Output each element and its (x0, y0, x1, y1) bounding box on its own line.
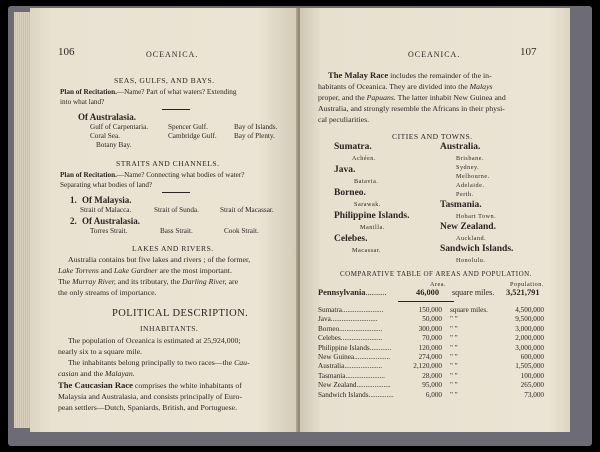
region-name: Australia. (440, 142, 481, 152)
paragraph-line: The Caucasian Race comprises the white inhabitants of (58, 380, 242, 390)
running-head: OCEANICA. (408, 50, 461, 59)
table-row-area: 120,000 (418, 343, 442, 352)
table-row-area: 28,000 (422, 371, 442, 380)
table-row-population: 4,500,000 (515, 306, 544, 314)
list-item: Botany Bay. (96, 141, 132, 149)
divider (162, 109, 190, 110)
leader-dots: ..................... (344, 362, 383, 371)
leader-dots: ................... (356, 381, 391, 390)
table-row-name: Java (318, 315, 331, 324)
list-item: Spencer Gulf. (168, 123, 208, 131)
table-row-area: 46,000 (416, 288, 440, 297)
table-row-name: Philippine Islands (318, 343, 370, 352)
list-item: Cambridge Gulf. (168, 132, 217, 140)
paragraph-line: The Murray River, and its tributary, the Darling River, are (58, 277, 239, 286)
city-name: Sydney. (456, 164, 480, 171)
column-header: Population. (510, 281, 544, 288)
city-name: Hobart Town. (456, 213, 497, 220)
paragraph-line: the only streams of importance. (58, 288, 157, 297)
list-item: Strait of Malacca. (80, 206, 132, 214)
table-row-population: 2,000,000 (515, 334, 544, 343)
page-number: 106 (58, 46, 75, 58)
leader-dots: ........................ (339, 324, 383, 333)
region-name: Tasmania. (440, 200, 482, 210)
table-row (318, 391, 394, 399)
region-title: Of Australasia. (78, 112, 137, 122)
table-row (318, 344, 391, 352)
city-name: Manilla. (360, 224, 385, 231)
leader-dots: .............. (368, 390, 394, 399)
page-number: 107 (520, 46, 537, 58)
table-row (318, 315, 378, 323)
table-row (318, 372, 385, 380)
list-item: Cook Strait. (224, 227, 259, 235)
table-row-unit: " " (450, 381, 458, 390)
city-name: Achéen. (352, 155, 376, 162)
leader-dots: ....................... (340, 334, 383, 343)
paragraph-line: casian and the Malayan. (58, 369, 135, 378)
table-row-name: Australia (318, 362, 345, 371)
list-item: Torres Strait. (90, 227, 128, 235)
region-title: Of Malaysia. (82, 195, 132, 205)
table-row-name: Borneo (318, 324, 340, 333)
table-row-name: New Guinea (318, 353, 355, 361)
section-heading: INHABITANTS. (140, 324, 199, 333)
city-name: Adelaide. (456, 182, 485, 189)
city-name: Melbourne. (456, 173, 490, 180)
paragraph-line: nearly six to a square mile. (58, 347, 143, 356)
city-name: Honolulu. (456, 257, 486, 264)
city-name: Perth. (456, 191, 474, 198)
table-row (318, 306, 383, 314)
table-row-unit: " " (450, 371, 458, 380)
paragraph-line: cal peculiarities. (318, 115, 370, 124)
table-row-area: 150,000 (418, 306, 442, 314)
table-row-area: 6,000 (425, 390, 442, 399)
leader-dots: ....................... (341, 306, 384, 314)
paragraph-line: The population of Oceanica is estimated at 25,924,000; (68, 336, 241, 345)
paragraph-line: The Malay Race includes the remainder of the in- (328, 70, 492, 80)
table-row-area: 300,000 (418, 324, 442, 333)
table-row-name: Sandwich Islands (318, 390, 369, 399)
table-row-unit: " " (450, 315, 458, 324)
region-name: Celebes. (334, 234, 368, 244)
paragraph-line: pean settlers—Dutch, Spaniards, British, and Portuguese. (58, 403, 238, 412)
table-row-population: 3,000,000 (515, 324, 544, 333)
paragraph-line: habitants of Oceanica. They are divided into the Malays (318, 82, 493, 91)
table-row-unit: square miles. (450, 306, 488, 314)
leader-dots: ...................... (345, 371, 385, 380)
table-row-name: New Zealand (318, 381, 357, 390)
city-name: Batavia. (354, 178, 379, 185)
paragraph-line: Lake Torrens and Lake Gardner are the most important. (58, 266, 232, 275)
city-name: Auckland. (456, 235, 487, 242)
table-row-population: 9,500,000 (515, 315, 544, 324)
city-name: Macassar. (352, 247, 382, 254)
table-row-unit: " " (450, 324, 458, 333)
group-number: 1. (70, 195, 77, 205)
region-name: Sumatra. (334, 142, 372, 152)
paragraph-line: Australia contains but five lakes and rivers ; of the former, (68, 255, 251, 264)
table-row-area: 95,000 (422, 381, 442, 390)
table-row-population: 3,521,791 (506, 288, 540, 297)
paragraph-line: proper, and the Papuans. The latter inhabit New Guinea and (318, 93, 506, 102)
table-row (318, 334, 382, 342)
leader-dots: ............ (369, 343, 392, 352)
section-heading: LAKES AND RIVERS. (132, 244, 214, 253)
table-row-area: 70,000 (422, 334, 442, 343)
left-page (30, 8, 298, 432)
divider (398, 301, 454, 302)
list-item: Bay of Islands. (234, 123, 278, 131)
list-item: Bass Strait. (160, 227, 193, 235)
table-row-name: Pennsylvania.......... (318, 288, 387, 297)
list-item: Strait of Macassar. (220, 206, 274, 214)
running-head: OCEANICA. (146, 50, 199, 59)
recitation-plan: Plan of Recitation.—Name? Part of what waters? Extending (60, 88, 237, 96)
section-heading: SEAS, GULFS, AND BAYS. (114, 76, 215, 85)
recitation-plan-cont: Separating what bodies of land? (60, 181, 153, 189)
table-row-name: Sumatra (318, 306, 342, 314)
table-row-unit: " " (450, 362, 458, 371)
table-heading: COMPARATIVE TABLE OF AREAS AND POPULATION. (340, 270, 532, 278)
group-number: 2. (70, 216, 77, 226)
list-item: Coral Sea. (90, 132, 120, 140)
table-row-population: 600,000 (520, 353, 544, 361)
paragraph-line: Malaysia and Australasia, and consists principally of Euro- (58, 392, 243, 401)
table-row-population: 265,000 (520, 381, 544, 390)
table-row-unit: " " (450, 334, 458, 343)
leader-dots: .......................... (330, 315, 378, 324)
recitation-plan-cont: into what land? (60, 98, 105, 106)
table-row-unit: " " (450, 353, 458, 361)
leader-dots: .................... (354, 353, 391, 361)
table-row-population: 73,000 (524, 390, 544, 399)
table-row (318, 362, 382, 370)
city-name: Brisbane. (456, 155, 485, 162)
table-row-area: 274,000 (418, 353, 442, 361)
region-name: New Zealand. (440, 222, 496, 232)
chapter-heading: POLITICAL DESCRIPTION. (112, 308, 249, 319)
column-header: Area. (430, 281, 447, 288)
section-heading: CITIES AND TOWNS. (392, 132, 473, 141)
region-name: Java. (334, 165, 356, 175)
table-row-area: 2,120,000 (413, 362, 442, 371)
table-row-area: 50,000 (422, 315, 442, 324)
region-title: Of Australasia. (82, 216, 141, 226)
table-row (318, 325, 382, 333)
table-row-unit: square miles. (452, 288, 495, 297)
section-heading: STRAITS AND CHANNELS. (116, 159, 220, 168)
table-row-population: 3,000,000 (515, 343, 544, 352)
table-row-name: Celebes (318, 334, 341, 343)
right-page (300, 8, 570, 432)
table-row-unit: " " (450, 343, 458, 352)
table-row-name: Tasmania (318, 371, 346, 380)
region-name: Borneo. (334, 188, 366, 198)
table-row (318, 381, 391, 389)
table-row (318, 353, 390, 361)
list-item: Gulf of Carpentaria. (90, 123, 149, 131)
list-item: Bay of Plenty. (234, 132, 275, 140)
city-name: Sarawak. (354, 201, 381, 208)
table-row-population: 1,505,000 (515, 362, 544, 371)
recitation-plan: Plan of Recitation.—Name? Connecting what bodies of water? (60, 171, 245, 179)
table-row-unit: " " (450, 390, 458, 399)
region-name: Philippine Islands. (334, 211, 410, 221)
divider (162, 192, 190, 193)
paragraph-line: The inhabitants belong principally to two races—the Cau- (68, 358, 250, 367)
paragraph-line: Australia, and strongly resemble the Africans in their physi- (318, 104, 505, 113)
table-row-population: 100,000 (520, 371, 544, 380)
region-name: Sandwich Islands. (440, 244, 514, 254)
list-item: Strait of Sunda. (154, 206, 199, 214)
